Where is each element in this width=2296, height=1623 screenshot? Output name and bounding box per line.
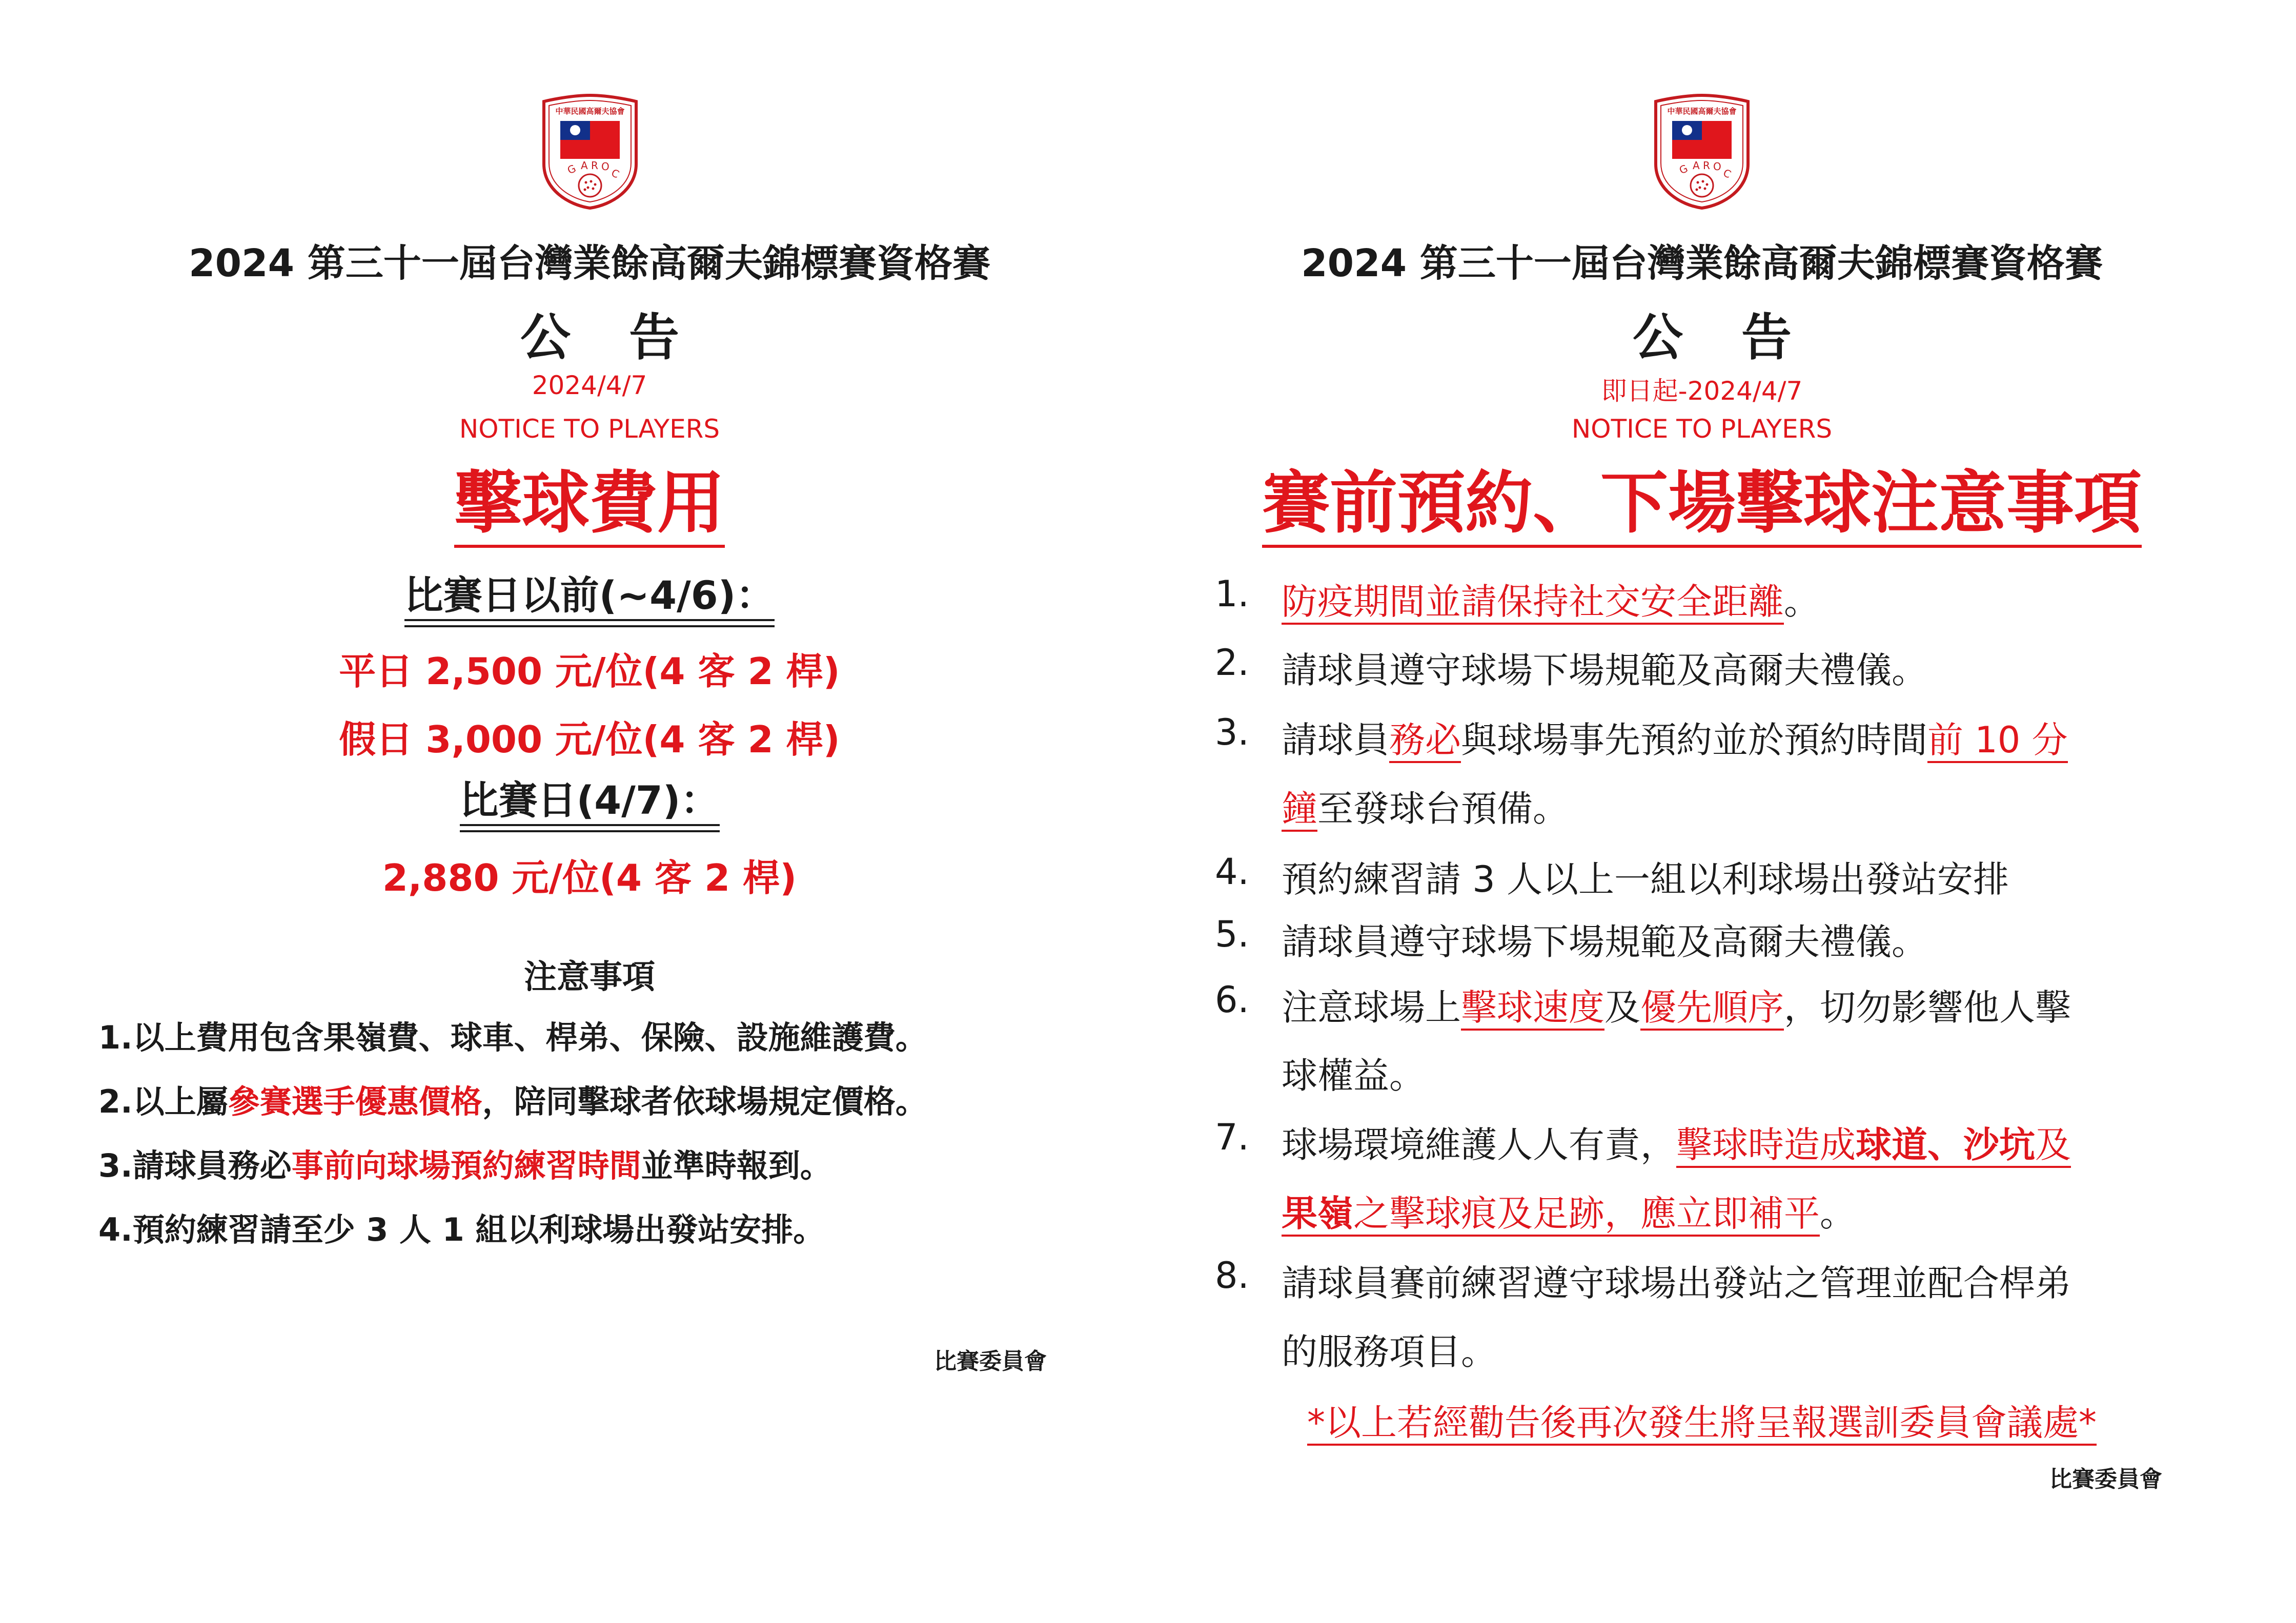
weekday-price: 平日 2,500 元/位(4 客 2 桿) <box>339 650 840 693</box>
before-matchday-label: 比賽日以前(~4/6)： <box>404 572 775 621</box>
item-6-e: ，切勿影響他人擊 <box>1784 987 2071 1029</box>
right-notice-to-players: NOTICE TO PLAYERS <box>1571 414 1833 444</box>
note-item-2-c: ，陪同擊球者依球場規定價格。 <box>482 1083 927 1120</box>
left-date: 2024/4/7 <box>532 371 647 400</box>
right-announcement-label: 公 告 <box>1632 309 1813 367</box>
item-5: 請球員遵守球場下場規範及高爾夫禮儀。 <box>1282 921 1927 963</box>
right-heading: 賽前預約、下場擊球注意事項 <box>1262 464 2142 548</box>
item-6-c: 及 <box>1604 987 1640 1029</box>
item-7-f: 之擊球痕及足跡，應立即補平 <box>1353 1193 1820 1237</box>
item-3-a: 請球員 <box>1282 719 1389 761</box>
svg-text:C: C <box>609 166 621 181</box>
left-before-wrap <box>51 573 1128 618</box>
matchday-price: 2,880 元/位(4 客 2 桿) <box>382 856 797 899</box>
item-4: 預約練習請 3 人以上一組以利球場出發站安排 <box>1282 858 2009 900</box>
svg-text:R: R <box>591 159 598 172</box>
note-item-4 <box>98 1204 825 1250</box>
svg-text:G: G <box>565 162 578 177</box>
left-signature: 比賽委員會 <box>934 1348 1047 1374</box>
note-item-3-a: 3.請球員務必 <box>98 1147 292 1184</box>
item-8-number: 8. <box>1215 1255 1249 1297</box>
left-matchday-wrap <box>51 778 1128 823</box>
left-title: 2024 第三十一屆台灣業餘高爾夫錦標賽資格賽 <box>189 241 990 285</box>
svg-text:O: O <box>601 160 609 173</box>
note-item-1-text: 1.以上費用包含果嶺費、球車、桿弟、保險、設施維護費。 <box>98 1019 927 1056</box>
note-item-4-text: 4.預約練習請至少 3 人 1 組以利球場出發站安排。 <box>98 1211 825 1248</box>
garoc-logo-right <box>1652 92 1752 210</box>
item-1-end: 。 <box>1784 581 1820 623</box>
item-8-line-2: 的服務項目。 <box>1282 1331 1497 1373</box>
item-6-line-1 <box>1282 979 2071 1031</box>
flag-shield-logo-icon <box>540 92 640 210</box>
note-item-2 <box>98 1076 927 1122</box>
item-3-ten-min: 前 10 分 <box>1927 719 2068 763</box>
note-item-3 <box>98 1140 832 1186</box>
note-item-3-c: 並準時報到。 <box>641 1147 832 1184</box>
notes-title: 注意事項 <box>524 958 655 996</box>
note-item-1 <box>98 1012 927 1058</box>
item-3-f: 至發球台預備。 <box>1317 788 1569 830</box>
item-6-line-2: 球權益。 <box>1282 1055 1425 1097</box>
closing-warning: *以上若經勸告後再次發生將呈報選訓委員會議處* <box>1307 1402 2097 1446</box>
left-heading-wrap <box>51 466 1128 541</box>
item-3-number: 3. <box>1215 711 1249 753</box>
item-6-a: 注意球場上 <box>1282 987 1461 1029</box>
note-item-3-highlight: 事前向球場預約練習時間 <box>291 1147 641 1184</box>
item-3-line-1 <box>1282 711 2068 763</box>
matchday-label: 比賽日(4/7)： <box>460 777 720 826</box>
item-7-c: 球道、沙坑 <box>1856 1124 2035 1168</box>
svg-text:G: G <box>1677 162 1690 177</box>
item-7-line-1 <box>1282 1116 2071 1168</box>
svg-text:O: O <box>1713 160 1721 173</box>
left-heading: 擊球費用 <box>454 464 725 548</box>
item-1 <box>1282 573 1820 625</box>
svg-text:A: A <box>581 159 588 172</box>
right-title: 2024 第三十一屆台灣業餘高爾夫錦標賽資格賽 <box>1301 241 2103 285</box>
item-3-must: 務必 <box>1389 719 1461 763</box>
left-notice-to-players: NOTICE TO PLAYERS <box>459 414 720 444</box>
garoc-logo <box>540 92 640 210</box>
item-7-e: 果嶺 <box>1282 1193 1353 1237</box>
flag-shield-logo-icon <box>1652 92 1752 210</box>
item-3-e: 鐘 <box>1282 788 1317 832</box>
svg-text:C: C <box>1721 166 1733 181</box>
right-signature: 比賽委員會 <box>2049 1466 2162 1492</box>
item-7-line-2 <box>1282 1185 1856 1237</box>
item-1-number: 1. <box>1215 573 1249 615</box>
item-7-d: 及 <box>2035 1124 2071 1168</box>
item-1-highlight: 防疫期間並請保持社交安全距離 <box>1282 581 1784 625</box>
holiday-price: 假日 3,000 元/位(4 客 2 桿) <box>339 718 840 761</box>
item-7-g: 。 <box>1820 1193 1856 1235</box>
note-item-2-a: 2.以上屬 <box>98 1083 228 1120</box>
item-5-number: 5. <box>1215 913 1249 955</box>
item-6-priority: 優先順序 <box>1640 987 1784 1031</box>
item-7-b: 擊球時造成 <box>1676 1124 1856 1168</box>
right-date: 即日起-2024/4/7 <box>1601 376 1803 406</box>
note-item-2-highlight: 參賽選手優惠價格 <box>228 1083 482 1120</box>
item-8-line-1: 請球員賽前練習遵守球場出發站之管理並配合桿弟 <box>1282 1262 2071 1304</box>
left-announcement-label: 公 告 <box>520 309 700 367</box>
item-2: 請球員遵守球場下場規範及高爾夫禮儀。 <box>1282 649 1927 691</box>
svg-text:中華民國高爾夫協會: 中華民國高爾夫協會 <box>555 107 625 116</box>
svg-text:R: R <box>1703 159 1710 172</box>
item-3-c: 與球場事先預約並於預約時間 <box>1461 719 1927 761</box>
svg-text:中華民國高爾夫協會: 中華民國高爾夫協會 <box>1667 107 1737 116</box>
item-6-number: 6. <box>1215 979 1249 1021</box>
right-heading-wrap <box>1164 466 2240 541</box>
item-7-number: 7. <box>1215 1116 1249 1158</box>
item-3-line-2 <box>1282 780 1569 832</box>
item-2-number: 2. <box>1215 642 1249 684</box>
item-7-a: 球場環境維護人人有責， <box>1282 1124 1676 1166</box>
svg-text:A: A <box>1693 159 1700 172</box>
item-6-speed: 擊球速度 <box>1461 987 1604 1031</box>
closing-wrap <box>1164 1394 2240 1446</box>
item-4-number: 4. <box>1215 851 1249 893</box>
